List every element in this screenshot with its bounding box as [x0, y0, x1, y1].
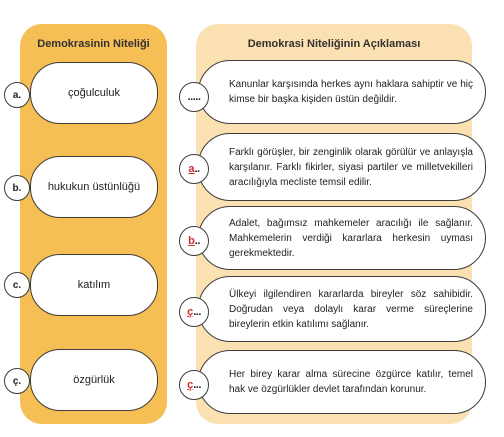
description-text: Her birey karar alma sürecine özgürce katılır, temel hak ve özgürlükler devlet tarafından korunur.	[229, 369, 473, 395]
left-item-label: çoğulculuk	[68, 87, 120, 99]
description-item-4	[198, 276, 486, 342]
answer-letter: b	[188, 235, 195, 247]
description-text: Kanunlar karşısında herkes aynı haklara sahiptir ve hiç kimse bir başka kişiden üstün değildir.	[229, 79, 473, 105]
right-column-title: Demokrasi Niteliğinin Açıklaması	[247, 38, 421, 50]
description-item-2	[198, 133, 486, 201]
left-column-title: Demokrasinin Niteliği	[37, 38, 150, 50]
left-item-label: hukukun üstünlüğü	[47, 181, 141, 193]
letter-badge-b: b.	[4, 175, 30, 201]
letter-badge-c: c.	[4, 272, 30, 298]
left-item-label: katılım	[77, 279, 111, 291]
description-text: Adalet, bağımsız mahkemeler aracılığı ile sağlanır. Mahkemelerin verdiği kararlara herkesin uyması gerekmektedir.	[229, 217, 473, 259]
answer-letter: a	[188, 163, 195, 175]
description-item-5	[198, 350, 486, 414]
answer-letter: ç	[187, 379, 194, 391]
description-text: Farklı görüşler, bir zenginlik olarak görülür ve anlayışla karşılanır. Farklı fikirler, siyasi partiler ve milletvekilleri aracılığıyla mecliste temsil edilir.	[229, 146, 473, 188]
description-item-1	[198, 60, 486, 124]
left-item-a	[30, 62, 158, 124]
answer-letter: ç	[187, 306, 194, 318]
left-item-c	[30, 254, 158, 316]
answer-slot-3[interactable]: b ..	[179, 226, 209, 256]
answer-slot-1[interactable]: .....	[179, 82, 209, 112]
description-text: Ülkeyi ilgilendiren kararlarda bireyler söz sahibidir. Doğrudan veya dolaylı karar verme süreçlerine bireylerin etkin katılımı sağlanır.	[229, 288, 473, 330]
answer-slot-2[interactable]: a ..	[179, 154, 209, 184]
letter-badge-a: a.	[4, 82, 30, 108]
description-item-3	[198, 206, 486, 270]
answer-slot-4[interactable]: ç ...	[179, 297, 209, 327]
left-item-b	[30, 156, 158, 218]
left-item-label: özgürlük	[73, 374, 115, 386]
left-item-c-cedilla	[30, 349, 158, 411]
letter-badge-c-cedilla: ç.	[4, 368, 30, 394]
answer-slot-5[interactable]: ç ...	[179, 370, 209, 400]
